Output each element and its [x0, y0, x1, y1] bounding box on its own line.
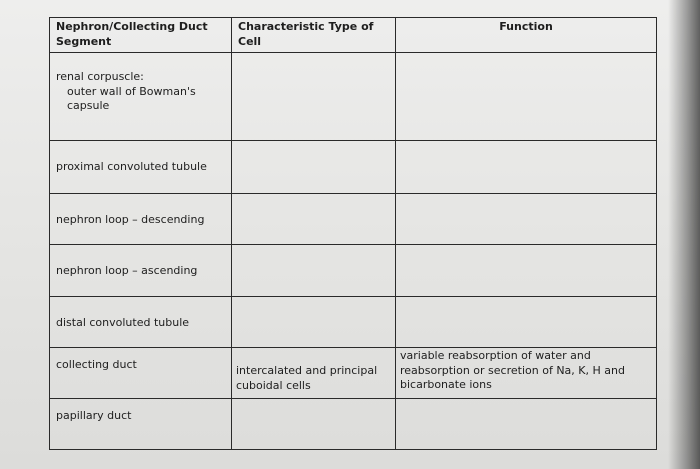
segment-cell — [50, 399, 232, 450]
table-row — [50, 245, 657, 297]
table-row — [50, 53, 657, 141]
segment-cell — [50, 53, 232, 141]
table-row — [50, 399, 657, 450]
segment-sub-label: outer wall of Bowman's — [67, 84, 196, 98]
function-cell[interactable] — [396, 297, 657, 348]
table-row — [50, 348, 657, 399]
segment-label: proximal convoluted tubule — [56, 160, 207, 173]
cell-type-cell[interactable]: intercalated and principal cuboidal cells — [232, 348, 396, 399]
segment-label: distal convoluted tubule — [56, 316, 190, 329]
segment-label: nephron loop – descending — [56, 213, 205, 226]
function-cell[interactable] — [396, 53, 657, 141]
table-row — [50, 141, 657, 194]
cell-type-cell[interactable] — [232, 399, 396, 450]
cell-type-cell[interactable] — [232, 297, 396, 348]
segment-label: nephron loop – ascending — [56, 264, 198, 277]
header-function: Function — [396, 18, 657, 53]
function-cell[interactable] — [396, 245, 657, 297]
cell-type-cell[interactable] — [232, 194, 396, 245]
header-segment: Nephron/Collecting Duct Segment — [50, 18, 232, 53]
segment-cell — [50, 245, 232, 297]
table-header-row — [50, 18, 657, 53]
segment-label: collecting duct — [56, 358, 137, 371]
function-cell[interactable] — [396, 141, 657, 194]
function-cell[interactable]: variable reabsorption of water and reabsorption or secretion of Na, K, H and bicarbonate ions — [396, 348, 657, 399]
segment-sub-label: capsule — [67, 99, 110, 112]
function-cell[interactable] — [396, 399, 657, 450]
function-cell[interactable] — [396, 194, 657, 245]
header-cell-type: Characteristic Type of Cell — [232, 18, 396, 53]
page-edge-shadow — [668, 0, 700, 469]
segment-label: renal corpuscle: — [56, 70, 144, 83]
table-row — [50, 297, 657, 348]
segment-cell — [50, 194, 232, 245]
table-row — [50, 194, 657, 245]
segment-cell — [50, 348, 232, 399]
cell-type-cell[interactable] — [232, 245, 396, 297]
segment-cell — [50, 297, 232, 348]
nephron-table — [49, 17, 657, 450]
segment-cell — [50, 141, 232, 194]
segment-label: papillary duct — [56, 409, 132, 422]
cell-type-cell[interactable] — [232, 141, 396, 194]
cell-type-cell[interactable] — [232, 53, 396, 141]
